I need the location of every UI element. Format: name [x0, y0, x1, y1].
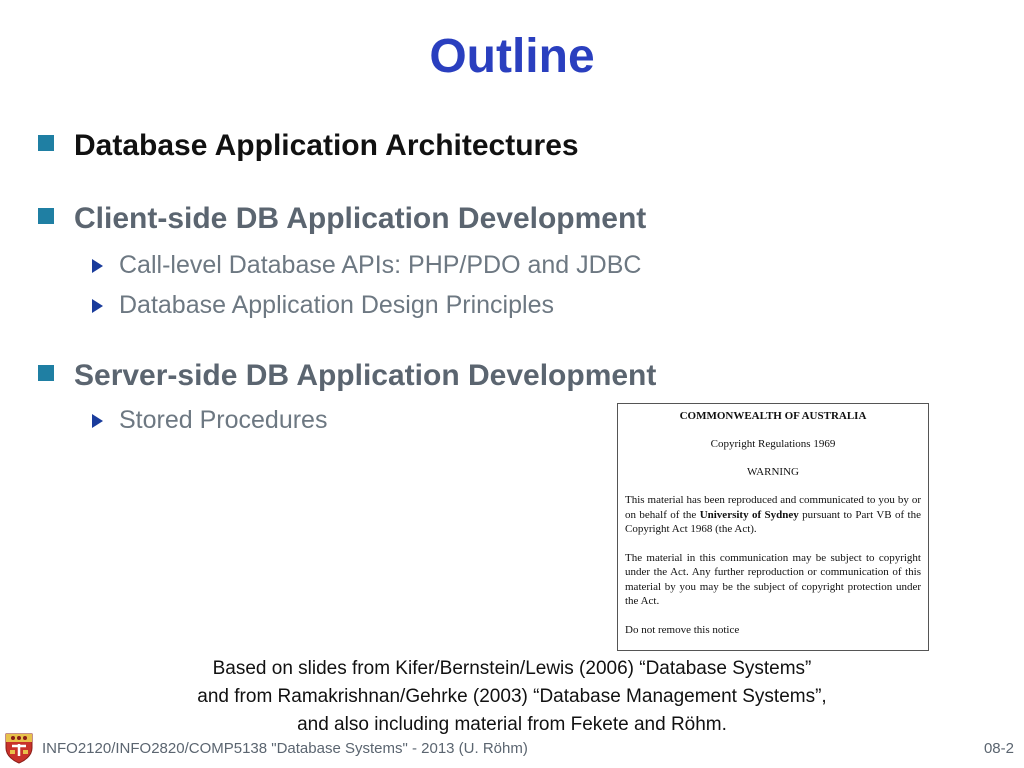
section-label: Client-side DB Application Development [74, 202, 647, 235]
notice-regulation: Copyright Regulations 1969 [710, 438, 836, 450]
outline-subitem [92, 250, 641, 280]
notice-text: This material has been reproduced and communicated to you by or on behalf of the [625, 494, 921, 521]
slide-title: Outline [429, 30, 595, 83]
credits-line: and from Ramakrishnan/Gehrke (2003) “Database Management Systems”, [197, 686, 827, 707]
outline-section-2 [38, 201, 646, 237]
outline-section-1 [38, 128, 579, 164]
square-bullet-icon [38, 208, 54, 224]
notice-heading: COMMONWEALTH OF AUSTRALIA [679, 410, 867, 422]
notice-paragraph-2: The material in this communication may be subject to copyright under the Act. Any further reproduction or communication of this material by you may be the subject of copyright protection under the Act. [625, 551, 921, 607]
page-number: 08-2 [983, 740, 1014, 757]
square-bullet-icon [38, 365, 54, 381]
credits [0, 655, 1024, 739]
triangle-bullet-icon [92, 414, 103, 428]
notice-warning: WARNING [747, 466, 799, 478]
subitem-label: Call-level Database APIs: PHP/PDO and JDBC [119, 251, 642, 279]
footer-course: INFO2120/INFO2820/COMP5138 "Database Systems" - 2013 (U. Röhm) [42, 740, 528, 757]
notice-text: pursuant to Part VB of the Copyright Act 1968 (the Act). [625, 508, 921, 535]
university-crest-icon [4, 732, 34, 764]
triangle-bullet-icon [92, 299, 103, 313]
credits-line: and also including material from Fekete and Röhm. [297, 714, 727, 735]
square-bullet-icon [38, 135, 54, 151]
notice-paragraph-3: Do not remove this notice [625, 623, 740, 636]
outline-subitem [92, 290, 554, 320]
section-label: Database Application Architectures [74, 129, 579, 162]
outline-section-3 [38, 358, 656, 394]
triangle-bullet-icon [92, 259, 103, 273]
credits-line: Based on slides from Kifer/Bernstein/Lewis (2006) “Database Systems” [212, 658, 812, 679]
copyright-notice [617, 403, 929, 651]
notice-university: University of Sydney [699, 508, 799, 521]
section-label: Server-side DB Application Development [74, 359, 657, 392]
outline-subitem [92, 405, 327, 435]
subitem-label: Database Application Design Principles [119, 291, 554, 319]
subitem-label: Stored Procedures [119, 406, 328, 434]
notice-paragraph-1 [625, 493, 921, 537]
